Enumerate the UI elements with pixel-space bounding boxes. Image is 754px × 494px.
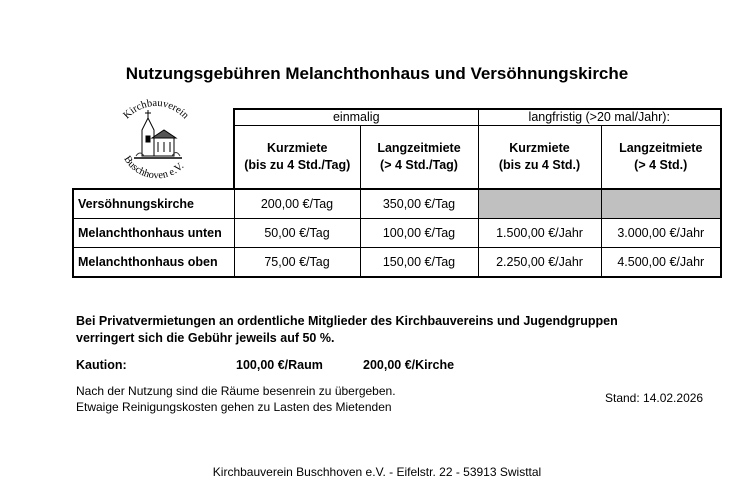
table-row xyxy=(73,189,721,219)
date-stamp: Stand: 14.02.2026 xyxy=(605,391,704,405)
table-row xyxy=(73,219,721,248)
column-header: Langzeitmiete (> 4 Std./Tag) xyxy=(360,125,478,189)
table-cell: 150,00 €/Tag xyxy=(360,248,478,278)
column-header: Langzeitmiete (> 4 Std.) xyxy=(601,125,721,189)
row-label: Melanchthonhaus unten xyxy=(73,219,234,248)
table-cell: 3.000,00 €/Jahr xyxy=(601,219,721,248)
group-header-langfristig: langfristig (>20 mal/Jahr): xyxy=(478,109,721,125)
table-cell: 350,00 €/Tag xyxy=(360,189,478,219)
table-row xyxy=(73,248,721,278)
table-cell: 75,00 €/Tag xyxy=(234,248,360,278)
table-cell: 200,00 €/Tag xyxy=(234,189,360,219)
column-header: Kurzmiete (bis zu 4 Std./Tag) xyxy=(234,125,360,189)
deposit-church: 200,00 €/Kirche xyxy=(363,358,455,372)
page-title: Nutzungsgebühren Melanchthonhaus und Versöhnungskirche xyxy=(125,64,629,83)
private-rental-note: Bei Privatvermietungen an ordentliche Mitglieder des Kirchbauvereins und Jugendgruppen verringert sich die Gebühr jeweils auf 50 %. xyxy=(76,314,618,345)
column-header: Kurzmiete (bis zu 4 Std.) xyxy=(478,125,601,189)
table-cell: 1.500,00 €/Jahr xyxy=(478,219,601,248)
table-cell-empty xyxy=(478,189,601,219)
table-group-header-row xyxy=(73,109,721,125)
deposit-room: 100,00 €/Raum xyxy=(236,358,323,372)
table-cell: 2.250,00 €/Jahr xyxy=(478,248,601,278)
table-cell: 4.500,00 €/Jahr xyxy=(601,248,721,278)
logo-arc-bottom: Buschhoven e.V. xyxy=(121,154,187,182)
logo-arc-top: Kirchbauverein xyxy=(121,97,191,122)
group-header-einmalig: einmalig xyxy=(234,109,478,125)
deposit-label: Kaution: xyxy=(76,358,127,372)
table-cell: 100,00 €/Tag xyxy=(360,219,478,248)
table-sub-header-row xyxy=(73,125,721,189)
table-cell-empty xyxy=(601,189,721,219)
row-label: Melanchthonhaus oben xyxy=(73,248,234,278)
table-cell: 50,00 €/Tag xyxy=(234,219,360,248)
cleaning-note: Nach der Nutzung sind die Räume besenrein zu übergeben. Etwaige Reinigungskosten gehen zu Lasten des Mietenden xyxy=(76,384,396,414)
footer-address: Kirchbauverein Buschhoven e.V. - Eifelstr. 22 - 53913 Swisttal xyxy=(212,465,542,479)
row-label: Versöhnungskirche xyxy=(73,189,234,219)
fee-table xyxy=(72,108,722,278)
